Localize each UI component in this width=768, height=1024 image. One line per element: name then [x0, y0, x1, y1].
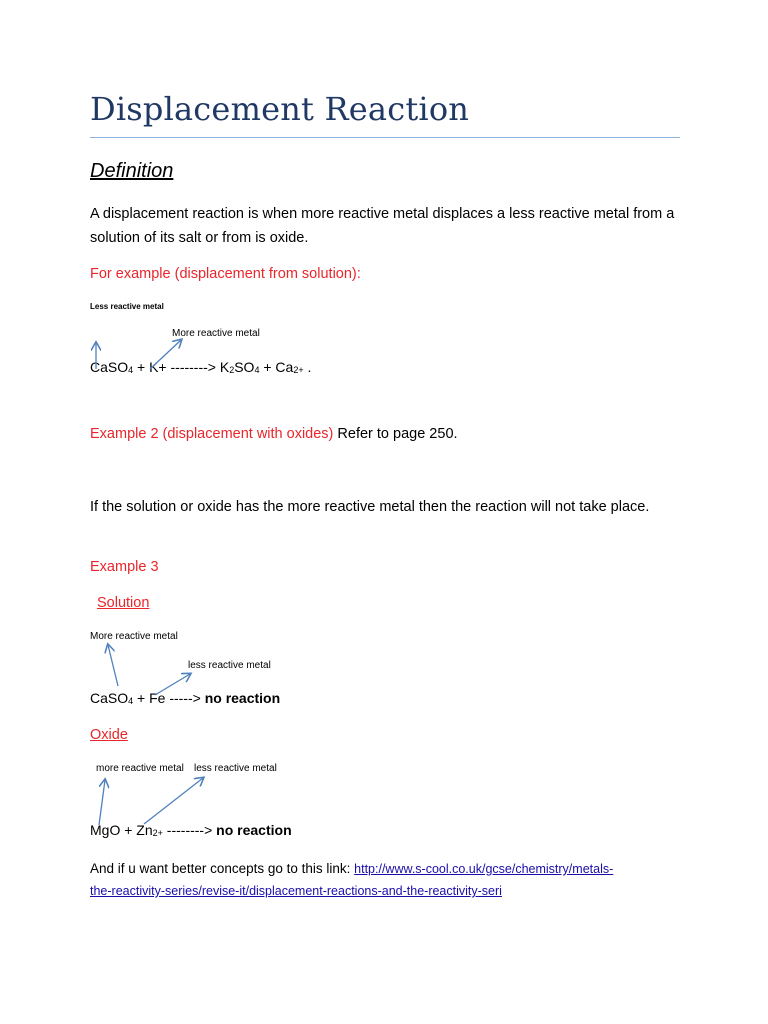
solution-annot-less: less reactive metal — [188, 660, 271, 671]
definition-heading: Definition — [90, 160, 174, 182]
example2-label: Example 2 (displacement with oxides) — [90, 426, 334, 442]
solution-annot-more: More reactive metal — [90, 631, 178, 642]
solution-equation: CaSO$_4$ + Fe -----> no reaction — [90, 690, 281, 706]
title-rule — [90, 137, 680, 138]
reference-link[interactable]: http://www.s-cool.co.uk/gcse/chemistry/metals- — [354, 862, 614, 876]
arrow-ox-less — [144, 778, 203, 824]
definition-text: A displacement reaction is when more reactive metal displaces a less reactive metal from a solution of its salt or from is oxide. — [90, 206, 675, 246]
example3-label: Example 3 — [90, 559, 159, 575]
example1-annot-less: Less reactive metal — [90, 302, 164, 311]
example1-label: For example (displacement from solution): — [90, 266, 361, 282]
footer-text: And if u want better concepts go to this link: — [90, 861, 355, 876]
reference-link-continued[interactable]: the-reactivity-series/revise-it/displacement-reactions-and-the-reactivity-seri — [90, 884, 502, 898]
example2-text: Refer to page 250. — [333, 426, 458, 442]
solution-heading: Solution — [97, 595, 150, 611]
note-text: If the solution or oxide has the more reactive metal then the reaction will not take place. — [90, 499, 650, 515]
oxide-annot-more: more reactive metal — [96, 763, 184, 774]
oxide-equation: MgO + $Zn_{2+}$ --------> no reaction — [90, 822, 292, 838]
footer — [90, 858, 613, 902]
example1-equation: CaSO$_4$ + K+ --------> $K_2SO_4 + Ca_{2+}$ . — [90, 359, 312, 375]
example1-annot-more: More reactive metal — [172, 328, 260, 339]
arrow-sol-more — [108, 645, 118, 686]
oxide-heading: Oxide — [90, 727, 128, 743]
example2-line — [90, 422, 680, 446]
arrow-ox-more — [99, 780, 105, 825]
page-title: Displacement Reaction — [90, 90, 470, 128]
oxide-annot-less: less reactive metal — [194, 763, 277, 774]
